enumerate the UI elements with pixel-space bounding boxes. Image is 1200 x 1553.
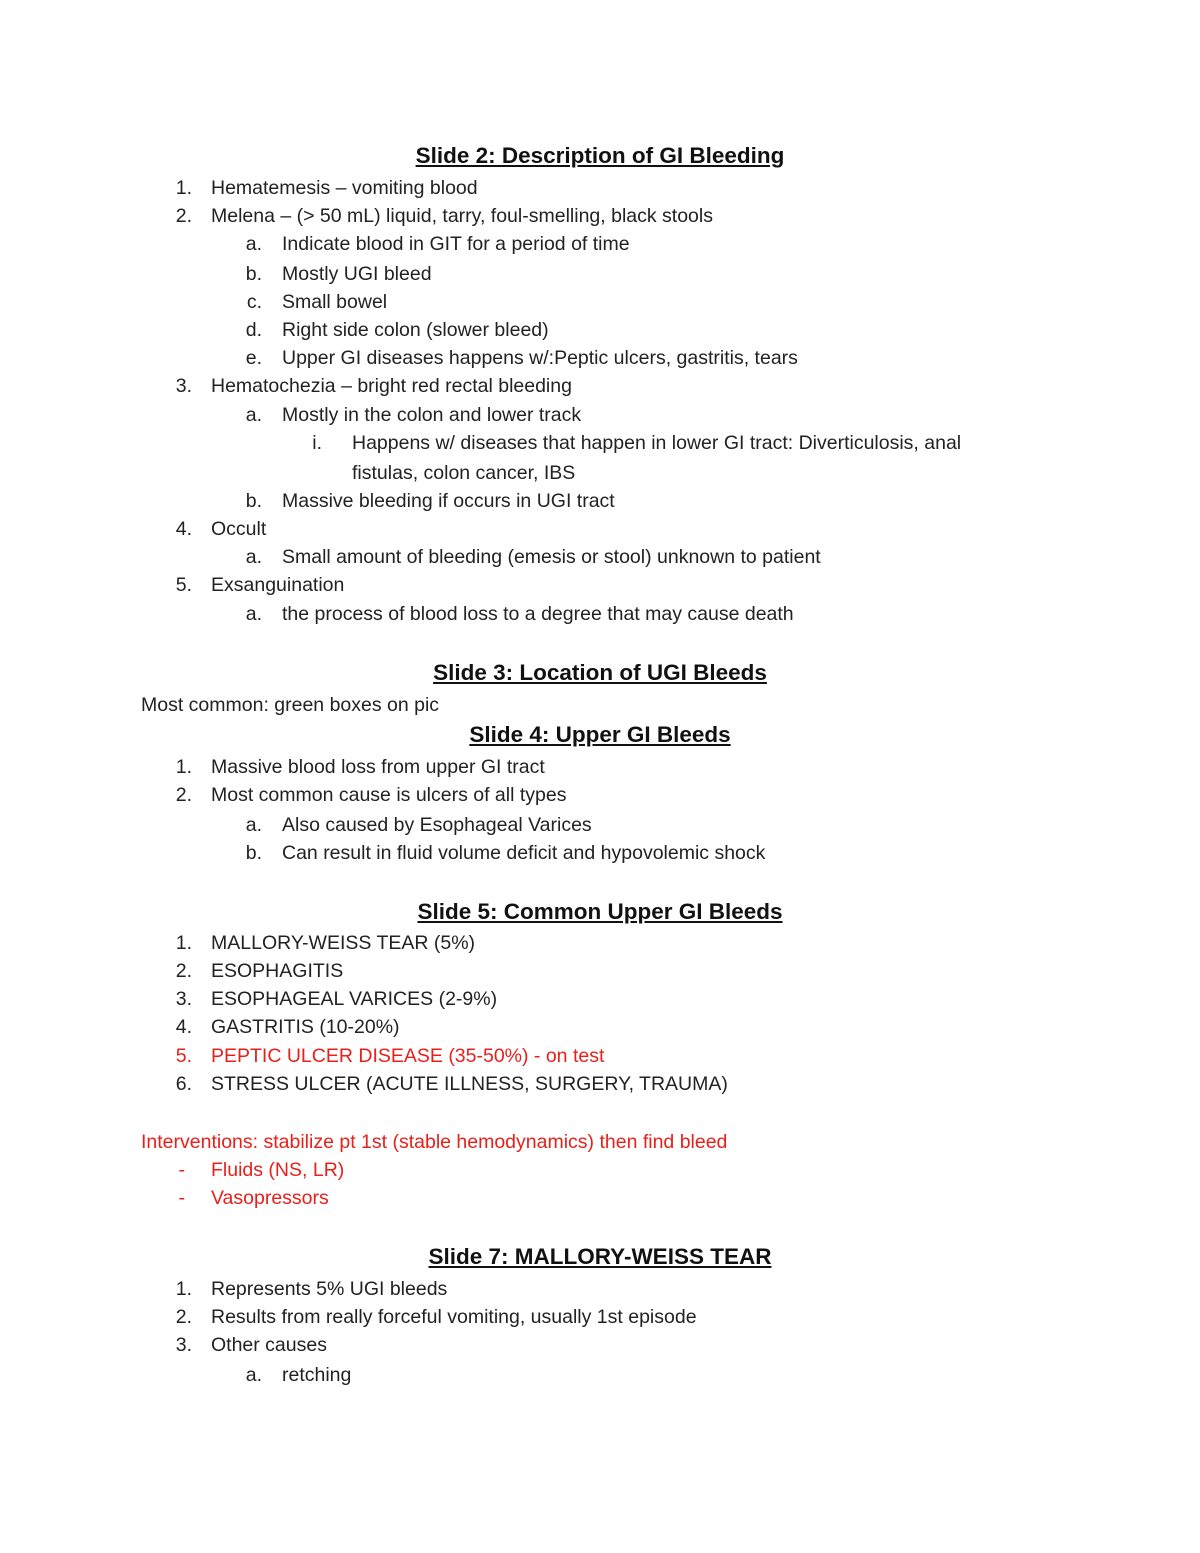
sub-list-marker: a. bbox=[245, 1364, 262, 1386]
sub-sub-list-item-continued: fistulas, colon cancer, IBS bbox=[352, 462, 576, 484]
sub-list-item: Mostly UGI bleed bbox=[282, 263, 432, 285]
list-marker: 1. bbox=[175, 932, 192, 954]
sub-list-item: Massive bleeding if occurs in UGI tract bbox=[282, 490, 615, 512]
sub-list-marker: b. bbox=[245, 490, 262, 512]
sub-list-item: retching bbox=[282, 1364, 352, 1386]
slide-3-note: Most common: green boxes on pic bbox=[141, 694, 440, 716]
sub-list-marker: b. bbox=[245, 263, 262, 285]
interventions-text: Interventions: stabilize pt 1st (stable hemodynamics) then find bleed bbox=[141, 1131, 728, 1153]
list-marker: 4. bbox=[175, 1016, 192, 1038]
list-marker: 1. bbox=[175, 756, 192, 778]
sub-list-marker: a. bbox=[245, 603, 262, 625]
list-marker: 3. bbox=[175, 1334, 192, 1356]
list-marker: 2. bbox=[175, 1306, 192, 1328]
list-marker-highlighted: 5. bbox=[175, 1045, 192, 1067]
sub-list-item: Upper GI diseases happens w/:Peptic ulcers, gastritis, tears bbox=[282, 347, 798, 369]
list-item: Exsanguination bbox=[211, 574, 345, 596]
list-marker: 2. bbox=[175, 784, 192, 806]
list-item: ESOPHAGITIS bbox=[211, 960, 344, 982]
sub-list-marker: a. bbox=[245, 814, 262, 836]
sub-list-marker: e. bbox=[245, 347, 262, 369]
list-item: GASTRITIS (10-20%) bbox=[211, 1016, 400, 1038]
slide-4-heading: Slide 4: Upper GI Bleeds bbox=[469, 722, 731, 747]
list-marker: 5. bbox=[175, 574, 192, 596]
sub-sub-list-item: Happens w/ diseases that happen in lower GI tract: Diverticulosis, anal bbox=[352, 432, 962, 454]
list-item: ESOPHAGEAL VARICES (2-9%) bbox=[211, 988, 498, 1010]
sub-list-marker: a. bbox=[245, 404, 262, 426]
sub-list-marker: a. bbox=[245, 233, 262, 255]
list-item-highlighted: PEPTIC ULCER DISEASE (35-50%) - on test bbox=[211, 1045, 605, 1067]
list-marker: 1. bbox=[175, 1278, 192, 1300]
list-item: Results from really forceful vomiting, usually 1st episode bbox=[211, 1306, 697, 1328]
interventions-item: Fluids (NS, LR) bbox=[211, 1159, 345, 1181]
sub-list-item: Indicate blood in GIT for a period of time bbox=[282, 233, 630, 255]
sub-list-marker: c. bbox=[246, 291, 262, 313]
sub-list-marker: b. bbox=[245, 842, 262, 864]
list-item: Most common cause is ulcers of all types bbox=[211, 784, 567, 806]
sub-list-item: Right side colon (slower bleed) bbox=[282, 319, 549, 341]
list-item: Occult bbox=[211, 518, 267, 540]
sub-list-marker: d. bbox=[245, 319, 262, 341]
sub-list-marker: a. bbox=[245, 546, 262, 568]
list-marker: 3. bbox=[175, 375, 192, 397]
slide-5-heading: Slide 5: Common Upper GI Bleeds bbox=[417, 899, 783, 924]
sub-list-item: Can result in fluid volume deficit and hypovolemic shock bbox=[282, 842, 766, 864]
list-marker: 2. bbox=[175, 205, 192, 227]
list-marker: 2. bbox=[175, 960, 192, 982]
sub-list-item: the process of blood loss to a degree that may cause death bbox=[282, 603, 794, 625]
dash-marker: - bbox=[178, 1159, 185, 1181]
list-item: MALLORY-WEISS TEAR (5%) bbox=[211, 932, 476, 954]
list-item: Hematochezia – bright red rectal bleeding bbox=[211, 375, 572, 397]
list-marker: 6. bbox=[175, 1073, 192, 1095]
sub-list-item: Mostly in the colon and lower track bbox=[282, 404, 582, 426]
sub-sub-list-marker: i. bbox=[312, 432, 322, 454]
sub-list-item: Small amount of bleeding (emesis or stool) unknown to patient bbox=[282, 546, 821, 568]
sub-list-item: Also caused by Esophageal Varices bbox=[282, 814, 592, 836]
list-marker: 3. bbox=[175, 988, 192, 1010]
list-item: Other causes bbox=[211, 1334, 327, 1356]
slide-2-heading: Slide 2: Description of GI Bleeding bbox=[415, 143, 785, 168]
list-marker: 4. bbox=[175, 518, 192, 540]
list-item: Hematemesis – vomiting blood bbox=[211, 177, 478, 199]
list-item: STRESS ULCER (ACUTE ILLNESS, SURGERY, TRAUMA) bbox=[211, 1073, 728, 1095]
slide-7-heading: Slide 7: MALLORY-WEISS TEAR bbox=[428, 1244, 772, 1269]
dash-marker: - bbox=[178, 1187, 185, 1209]
sub-list-item: Small bowel bbox=[282, 291, 388, 313]
list-marker: 1. bbox=[175, 177, 192, 199]
list-item: Represents 5% UGI bleeds bbox=[211, 1278, 448, 1300]
slide-3-heading: Slide 3: Location of UGI Bleeds bbox=[433, 660, 767, 685]
interventions-item: Vasopressors bbox=[211, 1187, 329, 1209]
list-item: Massive blood loss from upper GI tract bbox=[211, 756, 545, 778]
list-item: Melena – (> 50 mL) liquid, tarry, foul-smelling, black stools bbox=[211, 205, 713, 227]
